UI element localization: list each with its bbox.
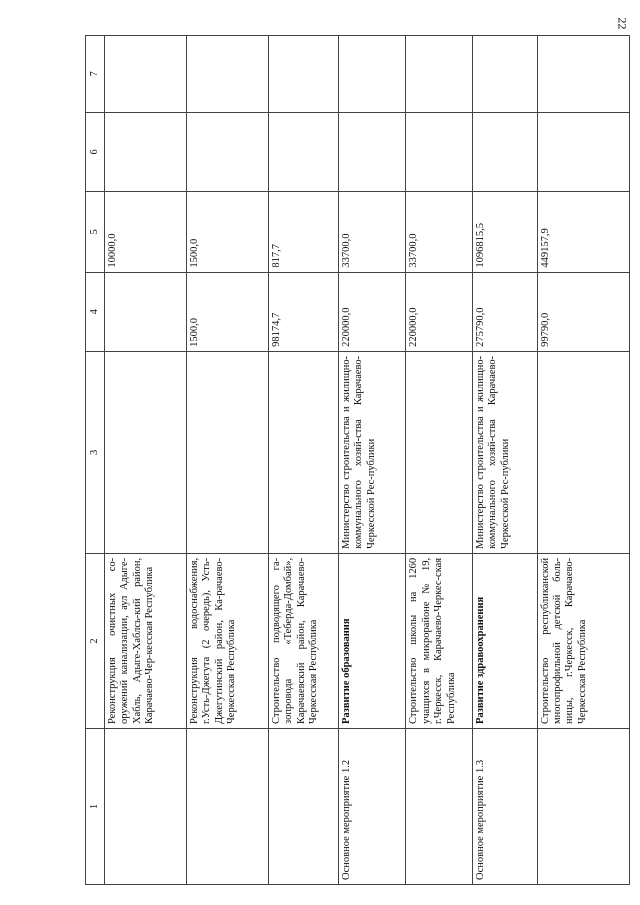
header-col-1: 1: [86, 729, 105, 885]
table-row: [105, 36, 187, 885]
value-col6-cell: [406, 112, 473, 191]
value-col4-cell: [105, 272, 187, 351]
value-col7-cell: [537, 36, 629, 113]
value-col5-cell: 10000,0: [105, 192, 187, 273]
value-col7-cell: [269, 36, 339, 113]
executor-cell: Министерство строительства и жилищно-коммунального хозяй-ства Карачаево-Черкесской Рес-публики: [338, 351, 406, 553]
value-col6-cell: [473, 112, 538, 191]
value-col7-cell: [187, 36, 269, 113]
executor-cell: Министерство строительства и жилищно-коммунального хозяй-ства Карачаево-Черкесской Рес-публики: [473, 351, 538, 553]
table-header: [86, 36, 105, 885]
description-cell: Строительство республиканской многопрофильной детской боль-ницы, г.Черкесск, Карачаево-Черкесская Республика: [537, 553, 629, 728]
value-col7-cell: [105, 36, 187, 113]
table-row: [187, 36, 269, 885]
header-row: [86, 36, 105, 885]
value-col7-cell: [338, 36, 406, 113]
description-cell: Развитие здравоохранения: [473, 553, 538, 728]
value-col4-cell: 99790,0: [537, 272, 629, 351]
header-col-7: 7: [86, 36, 105, 113]
description-cell: Строительство школы на 1260 учащихся в микрорайоне № 19, г.Черкесск, Карачаево-Черкес-ская Республика: [406, 553, 473, 728]
executor-cell: [537, 351, 629, 553]
value-col5-cell: 1500,0: [187, 192, 269, 273]
description-cell: Реконструкция очистных со-оружений канализации, аул Адыге-Хабль, Адыге-Хаблсь-кий район, Карачаево-Чер-кесская Республика: [105, 553, 187, 728]
description-cell: Реконструкция водоснабжения, г.Усть-Джегута (2 очередь), Усть-Джегутинский район, Ка-рачаево-Черкесская Республика: [187, 553, 269, 728]
value-col5-cell: 1096815,5: [473, 192, 538, 273]
table-body: [105, 36, 630, 885]
table-row: [537, 36, 629, 885]
executor-cell: [187, 351, 269, 553]
table-row: [473, 36, 538, 885]
rotated-page-content: [85, 35, 630, 885]
value-col6-cell: [187, 112, 269, 191]
header-col-6: 6: [86, 112, 105, 191]
table-row: [269, 36, 339, 885]
header-col-2: 2: [86, 553, 105, 728]
program-table: [85, 35, 630, 885]
value-col4-cell: 275790,0: [473, 272, 538, 351]
value-col4-cell: 220000,0: [338, 272, 406, 351]
value-col6-cell: [105, 112, 187, 191]
value-col5-cell: 817,7: [269, 192, 339, 273]
header-col-3: 3: [86, 351, 105, 553]
value-col7-cell: [406, 36, 473, 113]
executor-cell: [406, 351, 473, 553]
measure-cell: Основное мероприятие 1.2: [338, 729, 406, 885]
page-number: 22: [615, 17, 630, 30]
executor-cell: [269, 351, 339, 553]
header-col-4: 4: [86, 272, 105, 351]
measure-cell: [406, 729, 473, 885]
value-col4-cell: 220000,0: [406, 272, 473, 351]
value-col6-cell: [338, 112, 406, 191]
measure-cell: [187, 729, 269, 885]
value-col5-cell: 33700,0: [406, 192, 473, 273]
table-row: [406, 36, 473, 885]
measure-cell: [269, 729, 339, 885]
measure-cell: [537, 729, 629, 885]
value-col5-cell: 33700,0: [338, 192, 406, 273]
measure-cell: [105, 729, 187, 885]
header-col-5: 5: [86, 192, 105, 273]
value-col6-cell: [269, 112, 339, 191]
value-col6-cell: [537, 112, 629, 191]
value-col5-cell: 449157,9: [537, 192, 629, 273]
value-col4-cell: 1500,0: [187, 272, 269, 351]
value-col4-cell: 98174,7: [269, 272, 339, 351]
description-cell: Строительство подводящего га-зопровода «Теберда-Домбай», Карачаевский район, Карачаево-Черкесская Республика: [269, 553, 339, 728]
executor-cell: [105, 351, 187, 553]
measure-cell: Основное мероприятие 1.3: [473, 729, 538, 885]
table-row: [338, 36, 406, 885]
value-col7-cell: [473, 36, 538, 113]
description-cell: Развитие образования: [338, 553, 406, 728]
